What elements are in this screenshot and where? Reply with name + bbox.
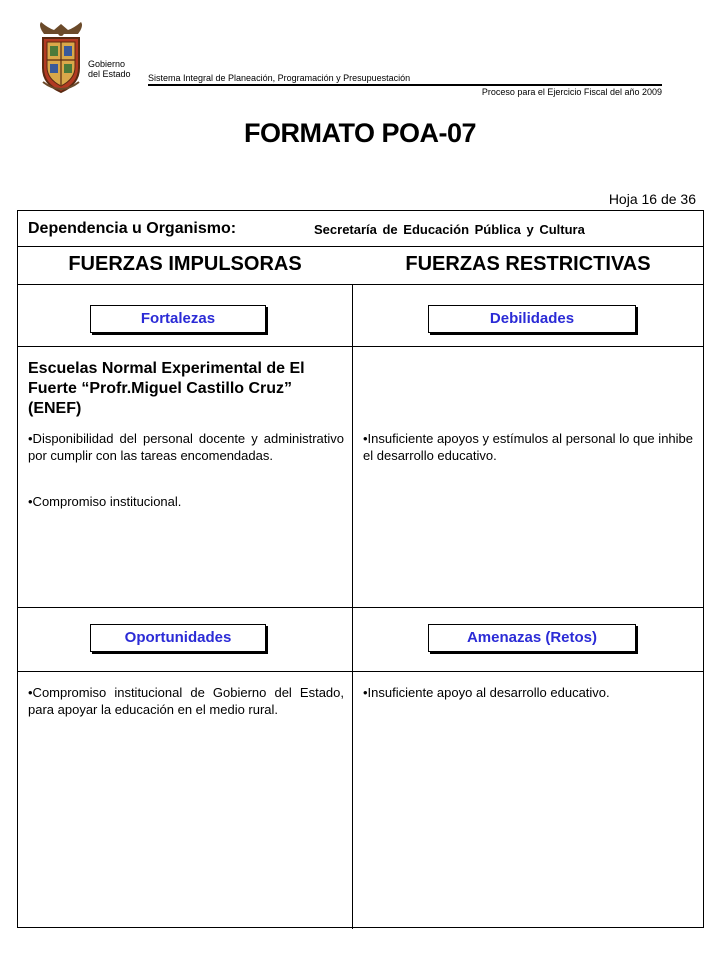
state-seal-logo [36, 20, 86, 96]
row-divider-2 [18, 607, 703, 608]
fiscal-process-label: Proceso para el Ejercicio Fiscal del año 2009 [481, 87, 662, 97]
strength-item: •Disponibilidad del personal docente y administrativo por cumplir con las tareas encomendadas. [28, 431, 344, 463]
dependency-row [18, 211, 703, 247]
weaknesses-label: Debilidades [428, 305, 636, 333]
threats-label: Amenazas (Retos) [428, 624, 636, 652]
government-label-line1: Gobierno [88, 59, 126, 69]
school-name: Escuelas Normal Experimental de El Fuerte “Profr.Miguel Castillo Cruz” (ENEF) [28, 360, 305, 417]
row-divider-3 [18, 671, 703, 672]
opportunities-label: Oportunidades [90, 624, 266, 652]
opportunity-item: •Compromiso institucional de Gobierno del Estado, para apoyar la educación en el medio rural. [28, 685, 344, 717]
strength-item: •Compromiso institucional. [28, 494, 182, 509]
column-header-row [18, 246, 703, 285]
page-counter: Hoja 16 de 36 [608, 191, 696, 207]
threat-item: •Insuficiente apoyo al desarrollo educativo. [363, 685, 610, 700]
system-name: Sistema Integral de Planeación, Programación y Presupuestación [148, 73, 411, 83]
dependency-label: Dependencia u Organismo: [28, 220, 237, 237]
weakness-item: •Insuficiente apoyos y estímulos al personal lo que inhibe el desarrollo educativo. [363, 431, 693, 463]
government-label [88, 59, 131, 79]
dependency-value: Secretaría de Educación Pública y Cultura [314, 222, 585, 237]
swot-table [17, 210, 704, 928]
government-label-line2: del Estado [88, 69, 131, 79]
row-divider-1 [18, 346, 703, 347]
header-divider [148, 84, 662, 86]
restraining-forces-header: FUERZAS RESTRICTIVAS [405, 253, 651, 275]
driving-forces-header: FUERZAS IMPULSORAS [68, 253, 302, 275]
strengths-label: Fortalezas [90, 305, 266, 333]
document-title: FORMATO POA-07 [243, 118, 477, 148]
